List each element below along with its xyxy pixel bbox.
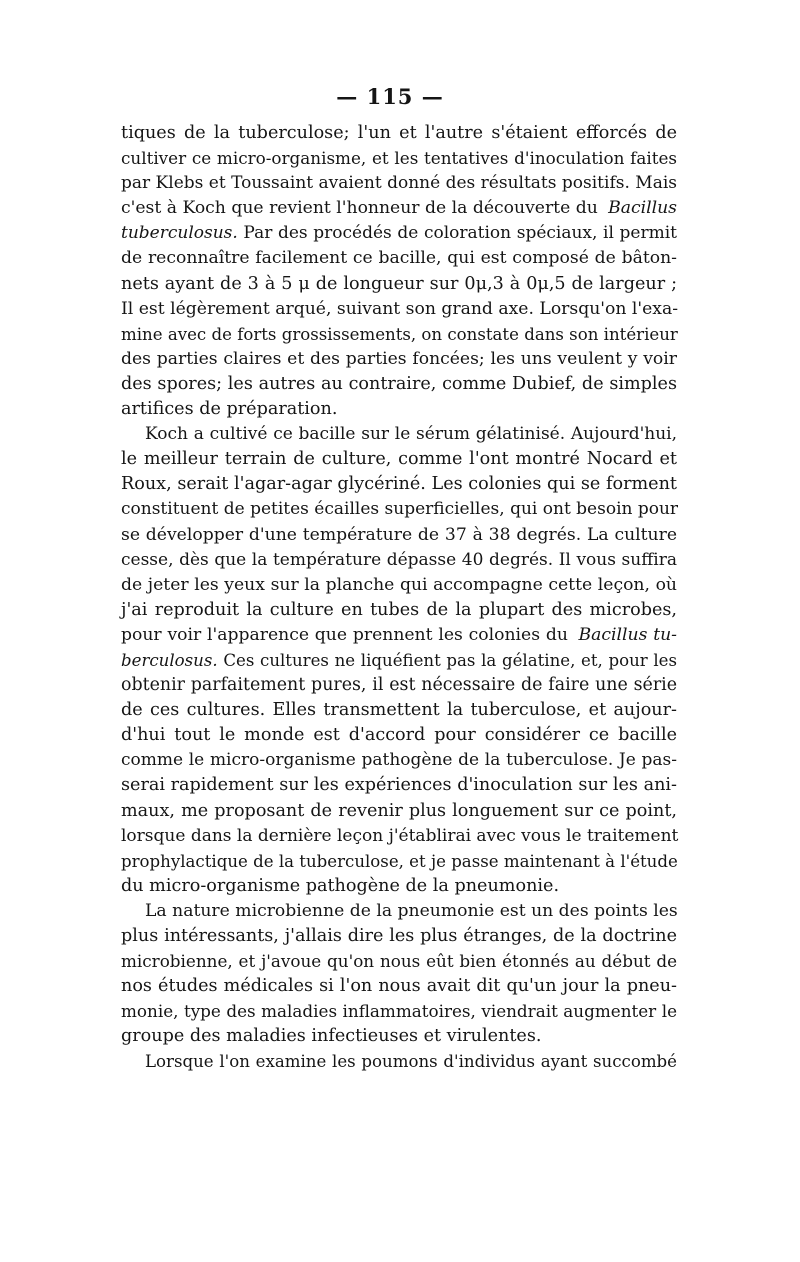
paragraph-end-line: du micro-organisme pathogène de la pneumonie.: [121, 875, 560, 896]
text-line: lorsque dans la dernière leçon j'établirai avec vous le traitement: [121, 825, 679, 846]
text-line: le meilleur terrain de culture, comme l'ont montré Nocard et: [121, 449, 677, 470]
text-line: des spores; les autres au contraire, comme Dubief, de simples: [121, 373, 677, 394]
text-line: constituent de petites écailles superficielles, qui ont besoin pour: [121, 499, 679, 520]
text-line: j'ai reproduit la culture en tubes de la plupart des microbes,: [121, 599, 677, 620]
text-line: de ces cultures. Elles transmettent la tuberculose, et aujour-: [121, 700, 677, 721]
text-line: berculosus. Ces cultures ne liquéfient pas la gélatine, et, pour les: [121, 650, 677, 670]
text-line: d'hui tout le monde est d'accord pour considérer ce bacille: [121, 725, 677, 746]
text-line: tiques de la tuberculose; l'un et l'autre s'étaient efforcés de: [121, 123, 677, 143]
text-line: par Klebs et Toussaint avaient donné des résultats positifs. Mais: [121, 173, 677, 194]
italic-term: berculosus.: [121, 650, 218, 670]
italic-term: Bacillus tu-: [578, 624, 677, 645]
text-line: comme le micro-organisme pathogène de la tuberculose. Je pas-: [121, 750, 677, 771]
text-line: mine avec de forts grossissements, on constate dans son intérieur: [121, 324, 678, 344]
text-line: pour voir l'apparence que prennent les colonies du Bacillus tu-: [121, 624, 677, 645]
text-line: tuberculosus. Par des procédés de coloration spéciaux, il permit: [121, 223, 677, 244]
italic-term: Bacillus: [608, 198, 677, 219]
text-line: nets ayant de 3 à 5 μ de longueur sur 0μ,3 à 0μ,5 de largeur ;: [121, 273, 677, 294]
paragraph-end-line: artifices de préparation.: [121, 399, 338, 420]
text-line: de jeter les yeux sur la planche qui accompagne cette leçon, où: [121, 574, 677, 595]
italic-term: tuberculosus.: [121, 223, 238, 244]
text-line: prophylactique de la tuberculose, et je passe maintenant à l'étude: [121, 851, 678, 871]
text-line: des parties claires et des parties foncées; les uns veulent y voir: [121, 348, 677, 369]
text-line: serai rapidement sur les expériences d'inoculation sur les ani-: [121, 775, 677, 796]
text-line: Roux, serait l'agar-agar glycériné. Les colonies qui se forment: [121, 474, 677, 495]
text-line: maux, me proposant de revenir plus longuement sur ce point,: [121, 800, 677, 821]
text-line: monie, type des maladies inflammatoires, viendrait augmenter le: [121, 1001, 677, 1022]
paragraph-start-line: La nature microbienne de la pneumonie est un des points les: [145, 900, 678, 921]
text-line: se développer d'une température de 37 à 38 degrés. La culture: [121, 524, 677, 545]
paragraph-end-line: groupe des maladies infectieuses et virulentes.: [121, 1026, 542, 1047]
paragraph-start-line: Koch a cultivé ce bacille sur le sérum gélatinisé. Aujourd'hui,: [145, 424, 677, 445]
text-line: de reconnaître facilement ce bacille, qui est composé de bâton-: [121, 248, 677, 269]
paragraph-start-line: Lorsque l'on examine les poumons d'individus ayant succombé: [145, 1052, 677, 1072]
text-line: plus intéressants, j'allais dire les plus étranges, de la doctrine: [121, 926, 677, 946]
text-line: nos études médicales si l'on nous avait dit qu'un jour la pneu-: [121, 976, 677, 997]
text-line: c'est à Koch que revient l'honneur de la découverte du Bacillus: [121, 198, 677, 219]
text-line: cultiver ce micro-organisme, et les tentatives d'inoculation faites: [121, 148, 677, 169]
text-line: cesse, dès que la température dépasse 40 degrés. Il vous suffira: [121, 549, 677, 570]
page-number: — 115 —: [336, 84, 444, 109]
text-line: obtenir parfaitement pures, il est nécessaire de faire une série: [121, 675, 677, 696]
body-text: [121, 121, 677, 1075]
text-line: Il est légèrement arqué, suivant son grand axe. Lorsqu'on l'exa-: [121, 298, 679, 319]
text-line: microbienne, et j'avoue qu'on nous eût bien étonnés au début de: [121, 951, 677, 972]
